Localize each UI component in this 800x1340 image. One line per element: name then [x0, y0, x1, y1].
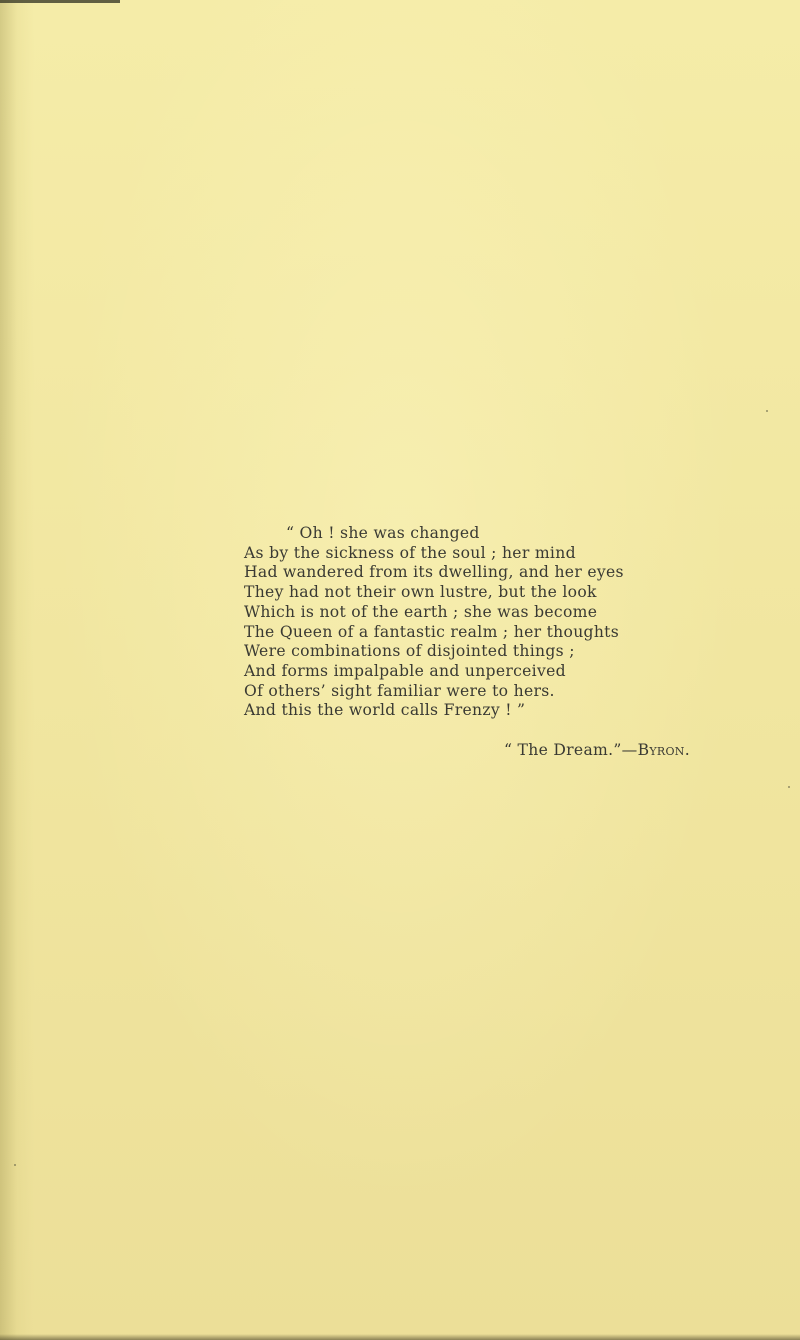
poem-attribution	[504, 741, 690, 759]
poem-line: And this the world calls Frenzy ! ”	[244, 701, 526, 720]
page-bottom-edge	[0, 1334, 800, 1340]
paper-speck	[788, 786, 790, 788]
poem-line: “ Oh ! she was changed	[286, 524, 480, 542]
poem-line: Were combinations of disjointed things ;	[244, 642, 575, 661]
poem-line: Had wandered from its dwelling, and her eyes	[244, 563, 624, 582]
page-gutter-shadow	[0, 0, 34, 1340]
poem-epigraph	[244, 524, 784, 721]
attribution-work-title: “ The Dream.”—	[504, 741, 638, 759]
page-top-edge	[0, 0, 120, 3]
attribution-author: Byron.	[637, 741, 690, 759]
poem-line: The Queen of a fantastic realm ; her thoughts	[244, 622, 620, 641]
poem-line: And forms impalpable and unperceived	[244, 661, 566, 680]
poem-line: Which is not of the earth ; she was become	[244, 602, 598, 621]
paper-speck	[766, 410, 768, 412]
poem-line: Of others’ sight familiar were to hers.	[244, 681, 555, 700]
poem-line: As by the sickness of the soul ; her mind	[244, 543, 576, 562]
poem-line: They had not their own lustre, but the look	[244, 583, 597, 602]
paper-speck	[14, 1164, 16, 1166]
